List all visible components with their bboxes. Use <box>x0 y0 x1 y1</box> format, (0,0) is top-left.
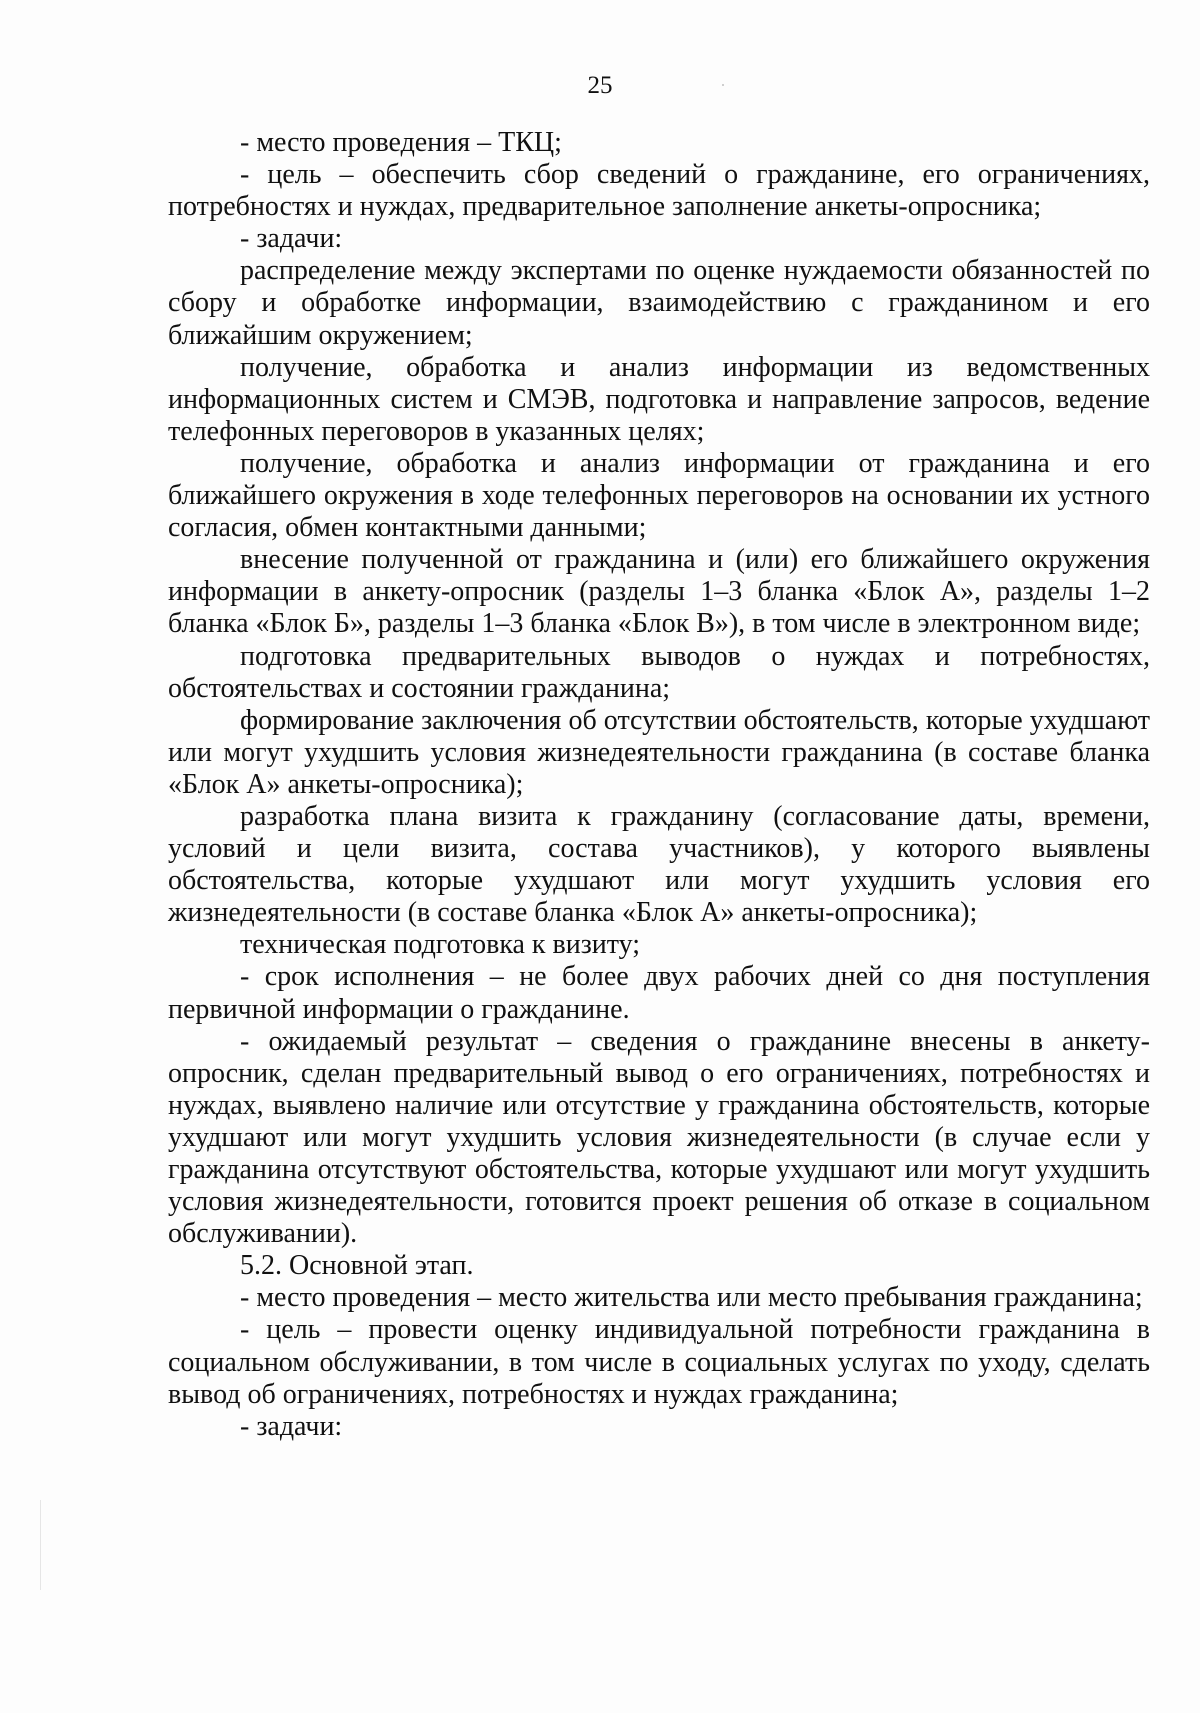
paragraph: - место проведения – место жительства или место пребывания гражданина; <box>240 1282 1143 1314</box>
paragraph: - цель – провести оценку индивидуальной потребности гражданина в социальном обслуживании, в том числе в социальных услугах по уходу, сделать вывод об ограничениях, потребностях и нуждах гражданина; <box>168 1314 1150 1410</box>
paragraph: распределение между экспертами по оценке нуждаемости обязанностей по сбору и обработке информации, взаимодействию с гражданином и его ближайшим окружением; <box>168 255 1150 351</box>
paragraph: подготовка предварительных выводов о нуждах и потребностях, обстоятельствах и состоянии гражданина; <box>168 640 1150 704</box>
paragraph: формирование заключения об отсутствии обстоятельств, которые ухудшают или могут ухудшить условия жизнедеятельности гражданина (в составе бланка «Блок А» анкеты-опросника); <box>168 704 1150 800</box>
paragraph: - место проведения – ТКЦ; <box>240 127 562 158</box>
scan-artifact-mark <box>40 1500 41 1590</box>
page-number: 25 <box>587 72 613 99</box>
paragraph: техническая подготовка к визиту; <box>240 929 641 961</box>
paragraph: - задачи: <box>240 1410 343 1442</box>
paragraph: - ожидаемый результат – сведения о гражданине внесены в анкету-опросник, сделан предварительный вывод о его ограничениях, потребностях и нуждах, выявлено наличие или отсутствие у гражданина обстоятельств, которые ухудшают или могут ухудшить условия жизнедеятельности (в случае если у гражданина отсутствуют обстоятельства, которые ухудшают или могут ухудшить условия жизнедеятельности, готовится проект решения об отказе в социальном обслуживании). <box>168 1025 1150 1250</box>
section-heading: 5.2. Основной этап. <box>240 1250 474 1282</box>
paragraph: внесение полученной от гражданина и (или) его ближайшего окружения информации в анкету-опросник (разделы 1–3 бланка «Блок А», разделы 1–2 бланка «Блок Б», разделы 1–3 бланка «Блок В»), в том числе в электронном виде; <box>168 544 1150 640</box>
paragraph: получение, обработка и анализ информации из ведомственных информационных систем и СМЭВ, подготовка и направление запросов, ведение телефонных переговоров в указанных целях; <box>168 351 1150 447</box>
paragraph: - цель – обеспечить сбор сведений о гражданине, его ограничениях, потребностях и нуждах, предварительное заполнение анкеты-опросника; <box>168 159 1150 223</box>
paragraph: - задачи: <box>240 223 343 255</box>
document-body <box>168 127 1150 1443</box>
paragraph: разработка плана визита к гражданину (согласование даты, времени, условий и цели визита, состава участников), у которого выявлены обстоятельства, которые ухудшают или могут ухудшить условия его жизнедеятельности (в составе бланка «Блок А» анкеты-опросника); <box>168 800 1150 929</box>
paragraph: - срок исполнения – не более двух рабочих дней со дня поступления первичной информации о гражданине. <box>168 961 1150 1025</box>
paragraph: получение, обработка и анализ информации от гражданина и его ближайшего окружения в ходе телефонных переговоров на основании их устного согласия, обмен контактными данными; <box>168 447 1150 544</box>
